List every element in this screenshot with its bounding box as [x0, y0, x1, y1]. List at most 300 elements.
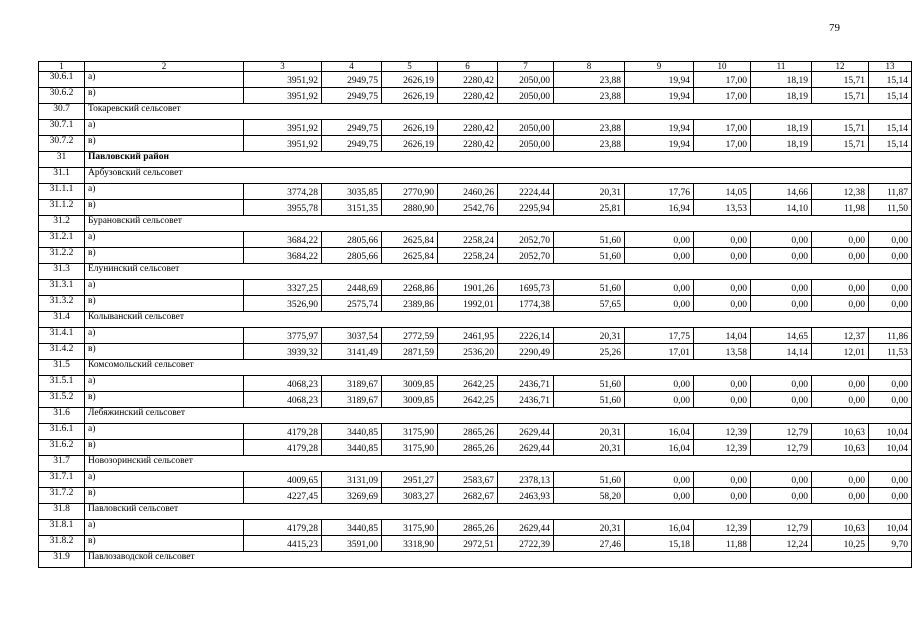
value-cell: 0,00 — [812, 488, 869, 504]
value-cell: 10,63 — [812, 424, 869, 440]
column-number: 13 — [869, 62, 912, 72]
value-cell: 15,18 — [625, 536, 694, 552]
row-code: 30.7.1 — [39, 120, 85, 136]
value-cell: 20,31 — [554, 424, 625, 440]
value-cell: 17,00 — [694, 72, 751, 88]
value-cell: 2461,95 — [438, 328, 498, 344]
value-cell: 16,94 — [625, 200, 694, 216]
value-cell: 3684,22 — [244, 248, 322, 264]
value-cell: 11,50 — [869, 200, 912, 216]
value-cell: 2378,13 — [498, 472, 554, 488]
value-cell: 0,00 — [694, 280, 751, 296]
settlement-name: Комсомольский сельсовет — [85, 360, 912, 376]
value-cell: 2626,19 — [382, 72, 438, 88]
settlement-heading-row — [39, 168, 912, 184]
value-cell: 2865,26 — [438, 440, 498, 456]
value-cell: 27,46 — [554, 536, 625, 552]
row-variant-label: в) — [85, 88, 244, 104]
value-cell: 0,00 — [869, 472, 912, 488]
row-code: 31.4.2 — [39, 344, 85, 360]
value-cell: 0,00 — [869, 296, 912, 312]
table-row — [39, 184, 912, 200]
value-cell: 15,71 — [812, 136, 869, 152]
value-cell: 2280,42 — [438, 136, 498, 152]
value-cell: 2448,69 — [322, 280, 382, 296]
value-cell: 2536,20 — [438, 344, 498, 360]
value-cell: 4415,23 — [244, 536, 322, 552]
row-variant-label: в) — [85, 536, 244, 552]
value-cell: 2625,84 — [382, 248, 438, 264]
table-row — [39, 520, 912, 536]
value-cell: 3440,85 — [322, 440, 382, 456]
settlement-heading-row — [39, 504, 912, 520]
value-cell: 0,00 — [694, 232, 751, 248]
value-cell: 51,60 — [554, 248, 625, 264]
row-code: 31.8.2 — [39, 536, 85, 552]
value-cell: 17,00 — [694, 120, 751, 136]
row-variant-label: а) — [85, 520, 244, 536]
value-cell: 12,38 — [812, 184, 869, 200]
value-cell: 2949,75 — [322, 72, 382, 88]
value-cell: 18,19 — [751, 136, 812, 152]
settlement-name: Бурановский сельсовет — [85, 216, 912, 232]
value-cell: 0,00 — [751, 232, 812, 248]
value-cell: 15,71 — [812, 120, 869, 136]
value-cell: 20,31 — [554, 328, 625, 344]
district-name: Павловский район — [85, 152, 912, 168]
value-cell: 3951,92 — [244, 88, 322, 104]
row-variant-label: в) — [85, 488, 244, 504]
row-code: 31.2.1 — [39, 232, 85, 248]
value-cell: 12,37 — [812, 328, 869, 344]
row-code: 31.6 — [39, 408, 85, 424]
settlement-heading-row — [39, 360, 912, 376]
value-cell: 2224,44 — [498, 184, 554, 200]
value-cell: 2050,00 — [498, 120, 554, 136]
value-cell: 0,00 — [869, 248, 912, 264]
table-row — [39, 376, 912, 392]
value-cell: 3141,49 — [322, 344, 382, 360]
value-cell: 0,00 — [812, 472, 869, 488]
value-cell: 2463,93 — [498, 488, 554, 504]
value-cell: 2258,24 — [438, 248, 498, 264]
value-cell: 2629,44 — [498, 424, 554, 440]
settlement-heading-row — [39, 408, 912, 424]
value-cell: 18,19 — [751, 120, 812, 136]
value-cell: 0,00 — [694, 392, 751, 408]
value-cell: 51,60 — [554, 392, 625, 408]
value-cell: 12,24 — [751, 536, 812, 552]
row-code: 31.1.1 — [39, 184, 85, 200]
column-number: 1 — [39, 62, 85, 72]
value-cell: 3009,85 — [382, 392, 438, 408]
table-row — [39, 392, 912, 408]
value-cell: 23,88 — [554, 120, 625, 136]
row-variant-label: а) — [85, 280, 244, 296]
value-cell: 4068,23 — [244, 392, 322, 408]
value-cell: 15,71 — [812, 72, 869, 88]
table-row — [39, 136, 912, 152]
value-cell: 3318,90 — [382, 536, 438, 552]
value-cell: 25,26 — [554, 344, 625, 360]
value-cell: 11,53 — [869, 344, 912, 360]
value-cell: 3175,90 — [382, 440, 438, 456]
value-cell: 3684,22 — [244, 232, 322, 248]
settlement-name: Токаревский сельсовет — [85, 104, 912, 120]
table-row — [39, 88, 912, 104]
row-code: 31.3.1 — [39, 280, 85, 296]
settlement-name: Новозоринский сельсовет — [85, 456, 912, 472]
value-cell: 2770,90 — [382, 184, 438, 200]
value-cell: 3774,28 — [244, 184, 322, 200]
value-cell: 0,00 — [694, 248, 751, 264]
value-cell: 11,98 — [812, 200, 869, 216]
table-row — [39, 200, 912, 216]
value-cell: 2389,86 — [382, 296, 438, 312]
value-cell: 2871,59 — [382, 344, 438, 360]
value-cell: 1992,01 — [438, 296, 498, 312]
value-cell: 3775,97 — [244, 328, 322, 344]
settlement-heading-row — [39, 552, 912, 568]
value-cell: 17,00 — [694, 88, 751, 104]
value-cell: 3035,85 — [322, 184, 382, 200]
value-cell: 0,00 — [751, 488, 812, 504]
value-cell: 2052,70 — [498, 232, 554, 248]
value-cell: 2949,75 — [322, 120, 382, 136]
value-cell: 2436,71 — [498, 392, 554, 408]
value-cell: 2052,70 — [498, 248, 554, 264]
value-cell: 0,00 — [625, 472, 694, 488]
table-row — [39, 248, 912, 264]
value-cell: 2280,42 — [438, 88, 498, 104]
value-cell: 17,01 — [625, 344, 694, 360]
value-cell: 0,00 — [869, 232, 912, 248]
row-code: 31.3 — [39, 264, 85, 280]
table-row — [39, 424, 912, 440]
row-code: 31.6.1 — [39, 424, 85, 440]
value-cell: 3591,00 — [322, 536, 382, 552]
row-code: 30.6.1 — [39, 72, 85, 88]
column-number: 6 — [438, 62, 498, 72]
value-cell: 17,00 — [694, 136, 751, 152]
row-code: 31.8 — [39, 504, 85, 520]
row-code: 31.1.2 — [39, 200, 85, 216]
column-number: 12 — [812, 62, 869, 72]
value-cell: 3189,67 — [322, 392, 382, 408]
value-cell: 20,31 — [554, 440, 625, 456]
value-cell: 3269,69 — [322, 488, 382, 504]
settlement-heading-row — [39, 264, 912, 280]
table-row — [39, 296, 912, 312]
table-row — [39, 232, 912, 248]
value-cell: 2268,86 — [382, 280, 438, 296]
value-cell: 23,88 — [554, 136, 625, 152]
row-code: 31.7.2 — [39, 488, 85, 504]
value-cell: 10,04 — [869, 424, 912, 440]
value-cell: 0,00 — [751, 472, 812, 488]
value-cell: 3175,90 — [382, 424, 438, 440]
value-cell: 0,00 — [625, 296, 694, 312]
value-cell: 3939,32 — [244, 344, 322, 360]
value-cell: 2542,76 — [438, 200, 498, 216]
row-variant-label: в) — [85, 440, 244, 456]
value-cell: 15,14 — [869, 88, 912, 104]
row-code: 31.2.2 — [39, 248, 85, 264]
value-cell: 0,00 — [751, 248, 812, 264]
table-row — [39, 472, 912, 488]
value-cell: 3131,09 — [322, 472, 382, 488]
value-cell: 4227,45 — [244, 488, 322, 504]
value-cell: 3951,92 — [244, 120, 322, 136]
settlement-heading-row — [39, 456, 912, 472]
row-code: 31.2 — [39, 216, 85, 232]
value-cell: 2772,59 — [382, 328, 438, 344]
row-variant-label: в) — [85, 200, 244, 216]
settlement-name: Елунинский сельсовет — [85, 264, 912, 280]
row-code: 31 — [39, 152, 85, 168]
value-cell: 14,05 — [694, 184, 751, 200]
value-cell: 2050,00 — [498, 72, 554, 88]
settlement-name: Арбузовский сельсовет — [85, 168, 912, 184]
value-cell: 11,86 — [869, 328, 912, 344]
value-cell: 3037,54 — [322, 328, 382, 344]
value-cell: 2626,19 — [382, 136, 438, 152]
value-cell: 18,19 — [751, 88, 812, 104]
value-cell: 2625,84 — [382, 232, 438, 248]
value-cell: 13,58 — [694, 344, 751, 360]
value-cell: 1774,38 — [498, 296, 554, 312]
row-code: 31.5.1 — [39, 376, 85, 392]
value-cell: 3151,35 — [322, 200, 382, 216]
value-cell: 19,94 — [625, 136, 694, 152]
row-variant-label: а) — [85, 120, 244, 136]
value-cell: 2880,90 — [382, 200, 438, 216]
row-variant-label: в) — [85, 296, 244, 312]
column-number: 11 — [751, 62, 812, 72]
value-cell: 2805,66 — [322, 248, 382, 264]
table-row — [39, 536, 912, 552]
value-cell: 16,04 — [625, 424, 694, 440]
value-cell: 11,87 — [869, 184, 912, 200]
row-code: 31.8.1 — [39, 520, 85, 536]
settlement-heading-row — [39, 104, 912, 120]
district-heading-row — [39, 152, 912, 168]
value-cell: 9,70 — [869, 536, 912, 552]
value-cell: 10,63 — [812, 520, 869, 536]
table-body — [39, 62, 912, 568]
value-cell: 2460,26 — [438, 184, 498, 200]
value-cell: 17,75 — [625, 328, 694, 344]
value-cell: 12,79 — [751, 520, 812, 536]
value-cell: 2583,67 — [438, 472, 498, 488]
value-cell: 25,81 — [554, 200, 625, 216]
value-cell: 2949,75 — [322, 136, 382, 152]
value-cell: 12,79 — [751, 440, 812, 456]
value-cell: 14,04 — [694, 328, 751, 344]
value-cell: 2949,75 — [322, 88, 382, 104]
value-cell: 0,00 — [625, 392, 694, 408]
value-cell: 20,31 — [554, 520, 625, 536]
value-cell: 0,00 — [869, 376, 912, 392]
column-number: 8 — [554, 62, 625, 72]
value-cell: 10,25 — [812, 536, 869, 552]
row-code: 30.7.2 — [39, 136, 85, 152]
value-cell: 0,00 — [812, 232, 869, 248]
tariff-table — [38, 61, 912, 568]
value-cell: 0,00 — [751, 376, 812, 392]
value-cell: 4068,23 — [244, 376, 322, 392]
value-cell: 23,88 — [554, 88, 625, 104]
value-cell: 16,04 — [625, 440, 694, 456]
row-code: 31.1 — [39, 168, 85, 184]
value-cell: 51,60 — [554, 280, 625, 296]
value-cell: 57,65 — [554, 296, 625, 312]
value-cell: 14,66 — [751, 184, 812, 200]
row-variant-label: а) — [85, 424, 244, 440]
value-cell: 17,76 — [625, 184, 694, 200]
value-cell: 2642,25 — [438, 376, 498, 392]
value-cell: 3009,85 — [382, 376, 438, 392]
settlement-heading-row — [39, 312, 912, 328]
settlement-heading-row — [39, 216, 912, 232]
value-cell: 2642,25 — [438, 392, 498, 408]
value-cell: 19,94 — [625, 72, 694, 88]
column-number: 2 — [85, 62, 244, 72]
settlement-name: Лебяжинский сельсовет — [85, 408, 912, 424]
row-variant-label: в) — [85, 344, 244, 360]
table-row — [39, 120, 912, 136]
value-cell: 19,94 — [625, 120, 694, 136]
table-row — [39, 440, 912, 456]
table-row — [39, 328, 912, 344]
value-cell: 12,01 — [812, 344, 869, 360]
row-code: 31.3.2 — [39, 296, 85, 312]
value-cell: 15,71 — [812, 88, 869, 104]
value-cell: 12,79 — [751, 424, 812, 440]
row-variant-label: в) — [85, 392, 244, 408]
value-cell: 2951,27 — [382, 472, 438, 488]
value-cell: 4179,28 — [244, 440, 322, 456]
value-cell: 2629,44 — [498, 520, 554, 536]
value-cell: 51,60 — [554, 232, 625, 248]
value-cell: 2436,71 — [498, 376, 554, 392]
value-cell: 2050,00 — [498, 88, 554, 104]
value-cell: 15,14 — [869, 136, 912, 152]
value-cell: 10,63 — [812, 440, 869, 456]
value-cell: 2865,26 — [438, 424, 498, 440]
value-cell: 2626,19 — [382, 88, 438, 104]
value-cell: 0,00 — [869, 488, 912, 504]
row-variant-label: а) — [85, 72, 244, 88]
value-cell: 13,53 — [694, 200, 751, 216]
value-cell: 3175,90 — [382, 520, 438, 536]
value-cell: 3440,85 — [322, 424, 382, 440]
value-cell: 2295,94 — [498, 200, 554, 216]
value-cell: 0,00 — [751, 296, 812, 312]
row-code: 30.6.2 — [39, 88, 85, 104]
value-cell: 4179,28 — [244, 424, 322, 440]
value-cell: 15,14 — [869, 72, 912, 88]
value-cell: 3189,67 — [322, 376, 382, 392]
column-number: 5 — [382, 62, 438, 72]
value-cell: 2629,44 — [498, 440, 554, 456]
value-cell: 0,00 — [694, 296, 751, 312]
value-cell: 2258,24 — [438, 232, 498, 248]
table-row — [39, 72, 912, 88]
value-cell: 0,00 — [625, 248, 694, 264]
value-cell: 2280,42 — [438, 120, 498, 136]
column-number: 4 — [322, 62, 382, 72]
row-variant-label: а) — [85, 376, 244, 392]
value-cell: 2626,19 — [382, 120, 438, 136]
value-cell: 0,00 — [869, 392, 912, 408]
value-cell: 2575,74 — [322, 296, 382, 312]
column-number: 9 — [625, 62, 694, 72]
value-cell: 2805,66 — [322, 232, 382, 248]
value-cell: 15,14 — [869, 120, 912, 136]
value-cell: 2050,00 — [498, 136, 554, 152]
table-row — [39, 280, 912, 296]
settlement-name: Павловский сельсовет — [85, 504, 912, 520]
value-cell: 14,10 — [751, 200, 812, 216]
value-cell: 12,39 — [694, 440, 751, 456]
value-cell: 11,88 — [694, 536, 751, 552]
value-cell: 0,00 — [625, 232, 694, 248]
value-cell: 1695,73 — [498, 280, 554, 296]
value-cell: 3955,78 — [244, 200, 322, 216]
value-cell: 51,60 — [554, 472, 625, 488]
value-cell: 0,00 — [751, 392, 812, 408]
value-cell: 51,60 — [554, 376, 625, 392]
value-cell: 0,00 — [694, 472, 751, 488]
row-code: 30.7 — [39, 104, 85, 120]
value-cell: 14,14 — [751, 344, 812, 360]
value-cell: 0,00 — [812, 296, 869, 312]
value-cell: 14,65 — [751, 328, 812, 344]
value-cell: 0,00 — [869, 280, 912, 296]
value-cell: 2865,26 — [438, 520, 498, 536]
value-cell: 4009,65 — [244, 472, 322, 488]
row-code: 31.9 — [39, 552, 85, 568]
table-row — [39, 344, 912, 360]
value-cell: 3526,90 — [244, 296, 322, 312]
value-cell: 18,19 — [751, 72, 812, 88]
value-cell: 0,00 — [625, 488, 694, 504]
row-code: 31.5 — [39, 360, 85, 376]
row-variant-label: а) — [85, 184, 244, 200]
value-cell: 10,04 — [869, 440, 912, 456]
page-number: 79 — [829, 22, 840, 34]
value-cell: 2280,42 — [438, 72, 498, 88]
value-cell: 3951,92 — [244, 72, 322, 88]
value-cell: 58,20 — [554, 488, 625, 504]
value-cell: 16,04 — [625, 520, 694, 536]
value-cell: 12,39 — [694, 424, 751, 440]
value-cell: 3083,27 — [382, 488, 438, 504]
value-cell: 0,00 — [694, 488, 751, 504]
value-cell: 2722,39 — [498, 536, 554, 552]
value-cell: 0,00 — [694, 376, 751, 392]
column-number: 3 — [244, 62, 322, 72]
value-cell: 19,94 — [625, 88, 694, 104]
value-cell: 2290,49 — [498, 344, 554, 360]
value-cell: 3440,85 — [322, 520, 382, 536]
row-code: 31.7 — [39, 456, 85, 472]
table-row — [39, 488, 912, 504]
value-cell: 12,39 — [694, 520, 751, 536]
value-cell: 2682,67 — [438, 488, 498, 504]
row-variant-label: в) — [85, 248, 244, 264]
